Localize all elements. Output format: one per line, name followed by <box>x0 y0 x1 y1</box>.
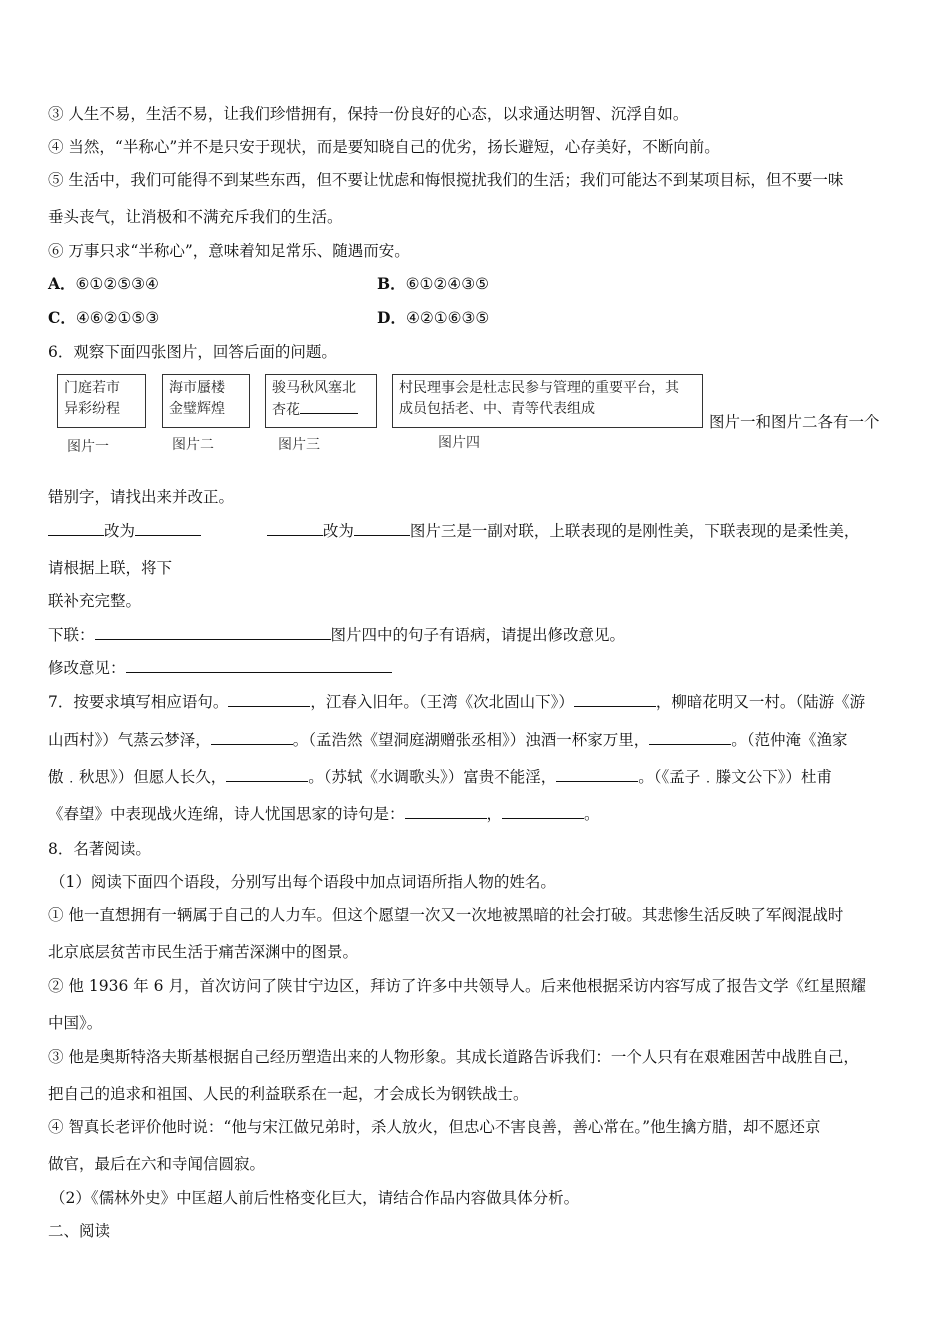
caption-picture-3: 图片三 <box>278 437 320 453</box>
q6-xiugai-line: 修改意见： <box>48 658 392 678</box>
statement-3: ③ 人生不易，生活不易，让我们珍惜拥有，保持一份良好的心态，以求通达明智、沉浮自如。 <box>48 105 689 123</box>
statement-5-line1: ⑤ 生活中，我们可能得不到某些东西，但不要让忧虑和悔恨搅扰我们的生活；我们可能达不到某项目标，但不要一味 <box>48 171 844 189</box>
picture-4-box: 村民理事会是杜志民参与管理的重要平台，其 成员包括老、中、青等代表组成 <box>392 374 703 428</box>
blank-xialian[interactable] <box>95 625 331 640</box>
blank-q7-3[interactable] <box>211 730 293 745</box>
q8-passage-4-line1: ④ 智真长老评价他时说：“他与宋江做兄弟时，杀人放火，但忠心不害良善，善心常在。”他生擒方腊，却不愿还京 <box>48 1118 821 1136</box>
blank-q7-5[interactable] <box>226 767 308 782</box>
q8-passage-3-line1: ③ 他是奥斯特洛夫斯基根据自己经历塑造出来的人物形象。其成长道路告诉我们：一个人只有在艰难困苦中战胜自己， <box>48 1048 859 1066</box>
caption-picture-2: 图片二 <box>172 437 214 453</box>
q6-correction-line: 改为 改为 图片三是一副对联，上联表现的是刚性美，下联表现的是柔性美， <box>48 521 859 541</box>
picture-1-box: 门庭若市 异彩纷程 <box>57 374 146 428</box>
blank-q7-6[interactable] <box>556 767 638 782</box>
blank-xiugai[interactable] <box>126 658 392 673</box>
option-c: C．④⑥②①⑤③ <box>48 308 160 327</box>
blank-wrong-char-2[interactable] <box>267 521 323 536</box>
q6-couplet-prompt-cont: 联补充完整。 <box>48 592 142 610</box>
blank-q7-2[interactable] <box>574 692 656 707</box>
q8-part1: （1）阅读下面四个语段，分别写出每个语段中加点词语所指人物的姓名。 <box>50 873 556 891</box>
caption-picture-1: 图片一 <box>67 439 109 455</box>
blank-wrong-char-1[interactable] <box>48 521 104 536</box>
q8-passage-2-line2: 中国》。 <box>48 1014 103 1032</box>
q8-part2: （2）《儒林外史》中匡超人前后性格变化巨大，请结合作品内容做具体分析。 <box>50 1189 580 1207</box>
q6-stem: 6．观察下面四张图片，回答后面的问题。 <box>48 343 337 361</box>
blank-correct-char-1[interactable] <box>135 521 201 536</box>
q6-prompt-part2: 错别字，请找出来并改正。 <box>48 488 235 506</box>
blank-q7-7[interactable] <box>405 804 487 819</box>
blank-q7-1[interactable] <box>228 692 310 707</box>
picture-3-box: 骏马秋风塞北 杏花 <box>265 374 377 428</box>
statement-5-line2: 垂头丧气，让消极和不满充斥我们的生活。 <box>48 208 343 226</box>
blank-q7-4[interactable] <box>649 730 731 745</box>
blank-correct-char-2[interactable] <box>354 521 410 536</box>
option-d: D．④②①⑥③⑤ <box>377 308 490 327</box>
q8-stem: 8．名著阅读。 <box>48 840 151 858</box>
q7-line2: 山西村》）气蒸云梦泽， 。（孟浩然《望洞庭湖赠张丞相》）浊酒一杯家万里， 。（范仲淹《渔家 <box>48 731 848 749</box>
q6-xialian-line: 下联： 图片四中的句子有语病，请提出修改意见。 <box>48 626 626 644</box>
option-a: A．⑥①②⑤③④ <box>48 274 159 293</box>
statement-4: ④ 当然，“半称心”并不是只安于现状，而是要知晓自己的优劣，扬长避短，心存美好，不断向前。 <box>48 138 720 156</box>
q7-line4: 《春望》中表现战火连绵，诗人忧国思家的诗句是： ， 。 <box>48 805 600 823</box>
q7-line1: 7．按要求填写相应语句。 ，江春入旧年。（王湾《次北固山下》） ，柳暗花明又一村。（陆游《游 <box>48 693 866 711</box>
option-b: B．⑥①②④③⑤ <box>377 274 489 293</box>
q6-couplet-prompt: 请根据上联，将下 <box>48 559 173 577</box>
q6-prompt-part1: 图片一和图片二各有一个 <box>709 413 880 431</box>
q8-passage-3-line2: 把自己的追求和祖国、人民的利益联系在一起，才会成长为钢铁战士。 <box>48 1085 529 1103</box>
q8-passage-4-line2: 做官，最后在六和寺闻信圆寂。 <box>48 1155 266 1173</box>
section-heading-reading: 二、阅读 <box>48 1222 111 1240</box>
q8-passage-2-line1: ② 他 1936 年 6 月，首次访问了陕甘宁边区，拜访了许多中共领导人。后来他根据采访内容写成了报告文学《红星照耀 <box>48 977 866 995</box>
q8-passage-1-line2: 北京底层贫苦市民生活于痛苦深渊中的图景。 <box>48 943 359 961</box>
picture-2-box: 海市蜃楼 金璧辉煌 <box>162 374 250 428</box>
blank-q7-8[interactable] <box>502 804 584 819</box>
q8-passage-1-line1: ① 他一直想拥有一辆属于自己的人力车。但这个愿望一次又一次地被黑暗的社会打破。其悲惨生活反映了军阀混战时 <box>48 906 844 924</box>
caption-picture-4: 图片四 <box>438 435 480 451</box>
statement-6: ⑥ 万事只求“半称心”，意味着知足常乐、随遇而安。 <box>48 242 410 260</box>
q7-line3: 傲﹒秋思》）但愿人长久， 。（苏轼《水调歌头》）富贵不能淫， 。（《孟子﹒滕文公下》）杜甫 <box>48 768 833 786</box>
